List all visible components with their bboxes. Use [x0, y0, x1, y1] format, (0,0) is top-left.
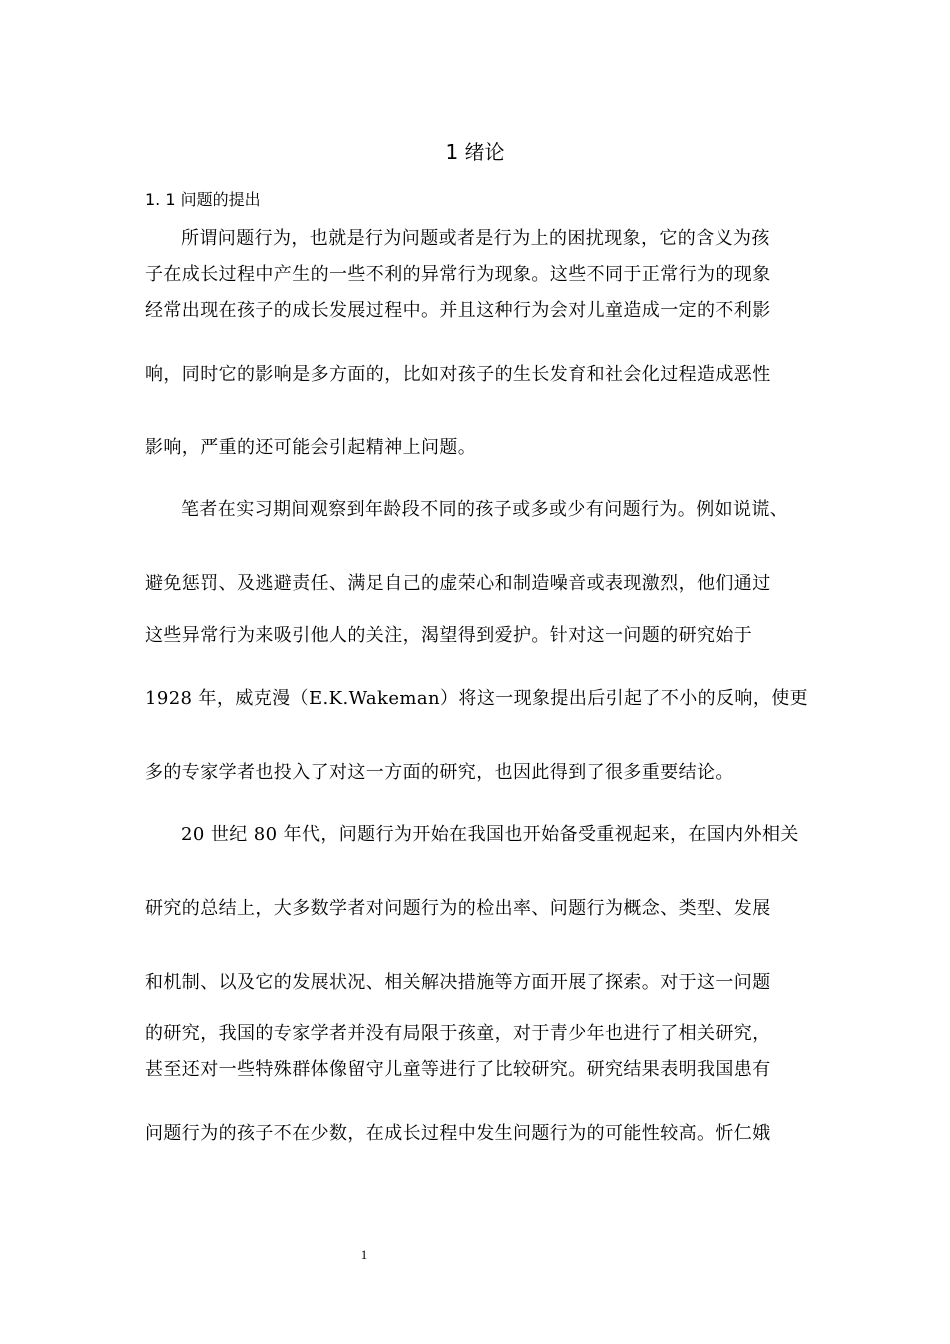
text-segment: 问题行为的孩子不在少数，在成长过程中发生问题行为的可能性较高。	[145, 1123, 716, 1144]
page-number: 1	[360, 1247, 368, 1262]
text-segment: 所谓问题行为，也就是行为问题或者是行为上的困扰现象，它的含义为孩	[181, 228, 770, 249]
text-segment: 子在成长过程中产生的一些不利的异常行为现象。这些不同于正常行为的现象	[145, 264, 771, 285]
body-line	[145, 1021, 771, 1046]
text-segment: ，他们通过	[678, 573, 771, 594]
body-line	[145, 970, 771, 995]
text-segment: 甚至还对一些特殊群体像留守儿童等进行了比较研究。研究结果表明我国患有	[145, 1059, 771, 1080]
text-segment: 、以及它的发展状况、相关解决措施等方面开展了探索。对于这一问题	[200, 972, 771, 993]
text-segment: 影响，严重的还可能会引起精神上问题。	[145, 437, 477, 458]
text-segment: 这些异常行为来吸引他人的关注，渴望得到爱护。针对这一问题的研究始于	[145, 625, 753, 646]
body-line	[145, 1121, 771, 1146]
text-segment: 80	[253, 824, 284, 845]
text-segment: E.K.Wakeman	[308, 688, 441, 709]
text-segment: 和机制	[145, 972, 201, 993]
body-line	[145, 362, 771, 387]
chapter-title: 1 绪论	[445, 140, 505, 164]
text-segment: 研究的总结上，大多数学者对问题行为的检出率、问题行为概念、类型、发展	[145, 898, 771, 919]
text-segment: 避免惩罚、及逃避责任、满足自己的虚荣心和制造噪音或表现激烈	[145, 573, 679, 594]
body-line	[145, 896, 771, 921]
body-line	[145, 571, 771, 596]
body-line	[145, 1057, 771, 1082]
body-line	[181, 497, 788, 522]
text-segment: 1928 年，	[145, 688, 236, 709]
text-segment: 多的专家学者也投入了对这一方面的研究，也因此得到了很多重要结论。	[145, 762, 734, 783]
text-segment: 忻仁娥	[715, 1123, 771, 1144]
body-line	[145, 623, 752, 648]
text-segment: 世纪	[210, 824, 254, 845]
body-line	[145, 760, 734, 785]
text-segment: 威克漫（	[235, 688, 309, 709]
body-line	[181, 226, 770, 251]
body-line	[181, 822, 799, 847]
text-segment: 笔者在实习期间观察到年龄段不同的孩子或多或少有问题行为。例如说谎、	[181, 499, 789, 520]
text-segment: 年代，问题行为开始在我国也开始备受重视起来，在国内外相关	[283, 824, 799, 845]
body-line	[145, 435, 476, 460]
text-segment: 响，同时它的影响是多方面的，比如对孩子的	[145, 364, 513, 385]
section-title: 1. 1 问题的提出	[145, 190, 261, 209]
text-segment: 生长发育和社会化过程造成恶性	[513, 364, 771, 385]
body-line	[145, 686, 808, 711]
body-line	[145, 262, 771, 287]
text-segment: 经常出现在孩子的成长发展过程中。并且这种行为会对儿童造成一定的不利影	[145, 300, 771, 321]
body-line	[145, 298, 771, 323]
text-segment: 的研究，我国的专家学者并没有局限于孩童，对于青少年也进行了相关研究，	[145, 1023, 771, 1044]
text-segment: ）将这一现象提出后引起了不小的反响，使更	[440, 688, 809, 709]
text-segment: 20	[181, 824, 211, 845]
